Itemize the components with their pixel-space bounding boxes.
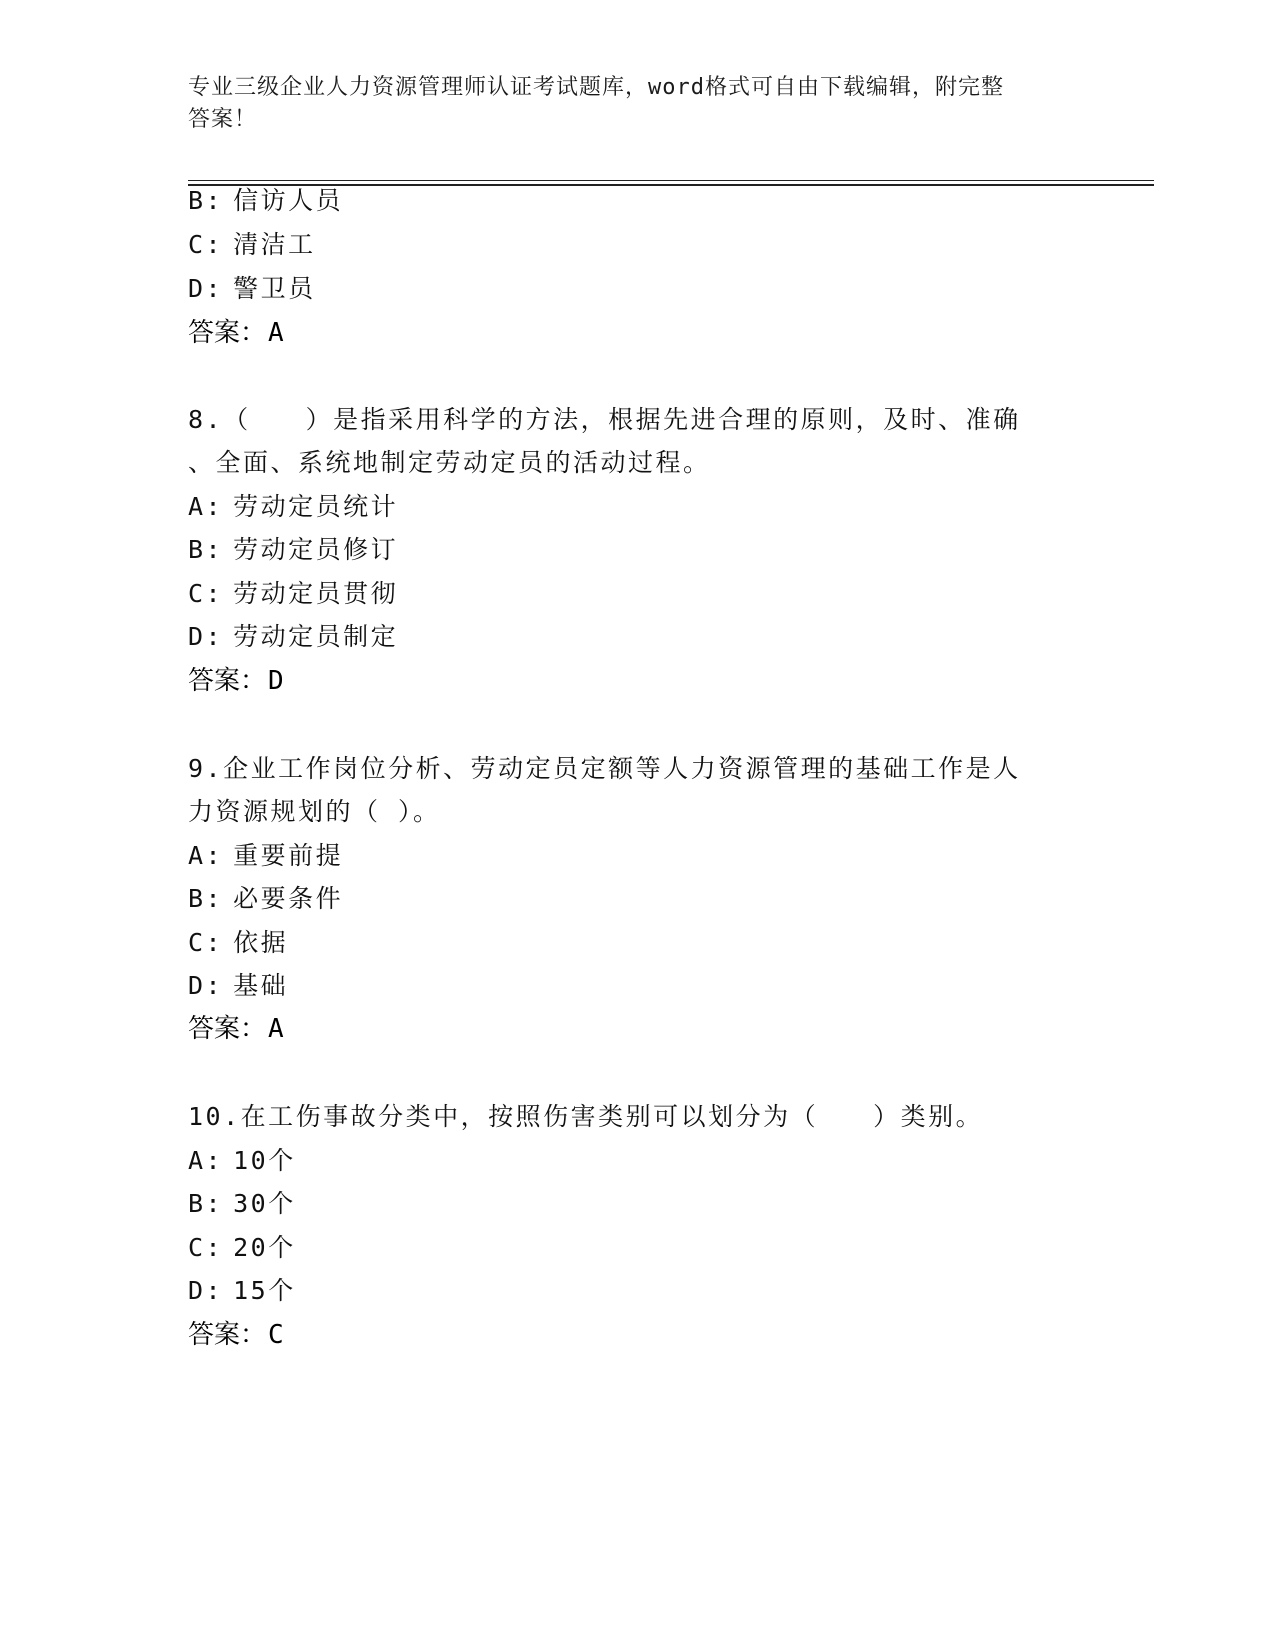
page-header [188, 72, 1068, 136]
question-8-option-d [188, 622, 398, 652]
option-text: 劳动定员修订 [233, 535, 399, 564]
question-8-option-a [188, 492, 398, 522]
question-10-option-c [188, 1233, 296, 1263]
option-label: D: [188, 971, 224, 1000]
option-label: C: [188, 928, 224, 957]
question-8-option-b [188, 535, 398, 565]
question-10-option-a [188, 1146, 296, 1176]
header-line-2: 答案！ [188, 107, 258, 132]
option-text: 10个 [233, 1146, 296, 1175]
option-text: 信访人员 [233, 186, 344, 215]
question-8-stem-line-1: 8.（ ）是指采用科学的方法，根据先进合理的原则，及时、准确 [188, 405, 1021, 434]
option-text: 清洁工 [233, 230, 316, 259]
option-text: 20个 [233, 1233, 296, 1262]
option-text: 必要条件 [233, 884, 344, 913]
header-line-1: 专业三级企业人力资源管理师认证考试题库，word格式可自由下载编辑，附完整 [188, 75, 1004, 100]
option-b [188, 186, 343, 216]
answer-value: D [268, 666, 284, 696]
option-label: B: [188, 1189, 224, 1218]
answer-label: 答案： [188, 318, 267, 348]
question-9-stem-line-1: 9.企业工作岗位分析、劳动定员定额等人力资源管理的基础工作是人 [188, 754, 1021, 783]
answer-label: 答案： [188, 1320, 267, 1350]
option-text: 劳动定员制定 [233, 622, 399, 651]
answer-line [188, 318, 284, 348]
question-9-option-a [188, 841, 343, 871]
question-10-answer [188, 1320, 284, 1350]
question-9-answer [188, 1014, 284, 1044]
answer-label: 答案： [188, 1014, 267, 1044]
option-c [188, 230, 316, 260]
option-text: 基础 [233, 971, 289, 1000]
option-label: C: [188, 230, 224, 259]
option-label: C: [188, 1233, 224, 1262]
option-label: A: [188, 492, 224, 521]
option-label: D: [188, 1276, 224, 1305]
option-label: D: [188, 274, 224, 303]
option-label: D: [188, 622, 224, 651]
option-label: B: [188, 884, 224, 913]
question-10-stem-line-1: 10.在工伤事故分类中，按照伤害类别可以划分为（ ）类别。 [188, 1102, 984, 1131]
answer-label: 答案： [188, 666, 267, 696]
option-text: 30个 [233, 1189, 296, 1218]
question-8-answer [188, 666, 284, 696]
option-text: 15个 [233, 1276, 296, 1305]
option-text: 依据 [233, 928, 289, 957]
answer-value: C [268, 1320, 284, 1350]
option-text: 劳动定员贯彻 [233, 579, 399, 608]
question-10-option-b [188, 1189, 296, 1219]
option-text: 警卫员 [233, 274, 316, 303]
question-9-option-c [188, 928, 288, 958]
header-divider-top [188, 180, 1154, 181]
answer-value: A [268, 318, 284, 348]
question-8-option-c [188, 579, 398, 609]
option-label: B: [188, 535, 224, 564]
option-text: 劳动定员统计 [233, 492, 399, 521]
answer-value: A [268, 1014, 284, 1044]
question-8-stem-line-2: 、全面、系统地制定劳动定员的活动过程。 [188, 448, 711, 477]
option-label: A: [188, 841, 224, 870]
option-d [188, 274, 316, 304]
option-text: 重要前提 [233, 841, 344, 870]
question-9-option-b [188, 884, 343, 914]
question-9-stem-line-2: 力资源规划的（ ）。 [188, 797, 441, 826]
option-label: B: [188, 186, 224, 215]
question-10-option-d [188, 1276, 296, 1306]
option-label: A: [188, 1146, 224, 1175]
option-label: C: [188, 579, 224, 608]
question-9-option-d [188, 971, 288, 1001]
